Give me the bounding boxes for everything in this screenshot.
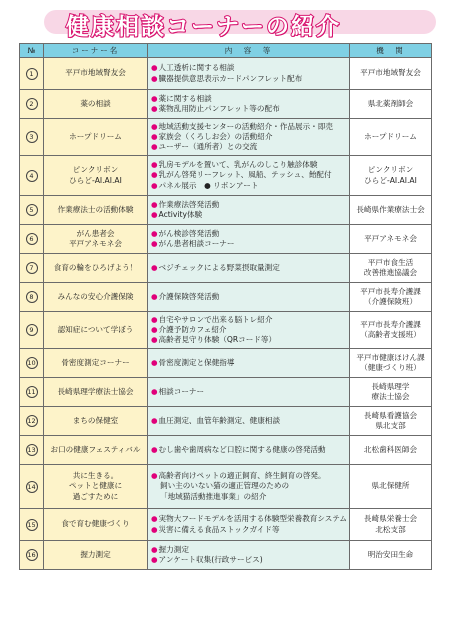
content-item-text: ベジチェックによる野菜摂取量測定 (158, 262, 280, 272)
row-number (20, 58, 44, 90)
corner-name-cell (44, 119, 148, 156)
bullet-icon: ● (151, 160, 158, 170)
corner-name: 平戸市地域腎友会 (65, 68, 126, 78)
corner-name: 食育の輪をひろげよう！ (53, 262, 138, 272)
organization-cell (350, 436, 432, 465)
content-item-text: パネル展示 ● リボンアート (158, 180, 259, 190)
table-row (20, 225, 432, 254)
organization-name: 北松支部 (375, 524, 406, 534)
content-item-text: 握力測定 (158, 544, 189, 554)
content-item-text: 骨密度測定と保健指導 (158, 357, 235, 367)
row-number-badge: 9 (26, 324, 38, 336)
corner-name: 認知症について学ぼう (57, 324, 134, 334)
corner-name-cell (44, 407, 148, 436)
content-item (151, 63, 346, 73)
content-item (151, 481, 346, 491)
content-cell (148, 119, 350, 156)
corner-name: 握力測定 (80, 549, 111, 559)
content-item-text: アンケート収集(行政サービス) (158, 555, 263, 564)
content-item (151, 132, 346, 142)
organization-cell (350, 465, 432, 509)
corner-name-cell (44, 541, 148, 570)
corner-name-cell (44, 378, 148, 407)
row-number-badge: 12 (27, 417, 36, 425)
header-org: 機 関 (350, 44, 432, 58)
corner-name: ホープドリーム (69, 131, 122, 141)
corner-name-cell (44, 312, 148, 349)
organization-name: 明治安田生命 (367, 549, 414, 559)
organization-cell (350, 541, 432, 570)
corner-name-cell (44, 90, 148, 119)
corner-name: ピンクリボン (72, 165, 119, 175)
bullet-icon: ● (151, 555, 158, 564)
organization-name: （健康づくり班） (360, 363, 421, 372)
content-item (151, 292, 346, 302)
table-row (20, 119, 432, 156)
content-item (151, 335, 346, 345)
content-item-text: 実物大フードモデルを活用する体験型栄養教育システム (158, 514, 348, 524)
content-item (151, 525, 346, 535)
row-number-badge: 13 (27, 446, 36, 454)
content-item-text: 人工透析に関する相談 (158, 63, 235, 73)
organization-cell (350, 407, 432, 436)
content-cell (148, 349, 350, 378)
table-row (20, 509, 432, 541)
content-item-text: 相談コーナー (158, 386, 205, 396)
content-item (151, 315, 346, 325)
row-number-badge: 11 (27, 388, 36, 396)
bullet-icon: ● (151, 386, 158, 396)
organization-cell (350, 349, 432, 378)
content-cell (148, 156, 350, 196)
content-item (151, 514, 346, 524)
organization-cell (350, 58, 432, 90)
content-cell (148, 283, 350, 312)
page-title: 健康相談コーナーの紹介 (66, 14, 341, 40)
content-item (151, 94, 346, 104)
content-cell (148, 90, 350, 119)
bullet-icon: ● (151, 335, 158, 344)
table-row (20, 254, 432, 283)
organization-name: ピンクリボン (367, 165, 414, 175)
organization-name: 長崎県理学 (371, 381, 410, 391)
table-row (20, 58, 432, 90)
row-number (20, 119, 44, 156)
content-item (151, 200, 346, 210)
organization-name: （高齢者支援班） (360, 330, 421, 339)
content-cell (148, 541, 350, 570)
content-item-text: むし歯や歯周病など口腔に関する健康の啓発活動 (158, 444, 326, 454)
organization-name: （介護保険班） (363, 297, 418, 306)
content-item-text: Activity体験 (158, 210, 203, 219)
row-number-badge: 8 (26, 291, 38, 303)
title-area (14, 6, 436, 40)
header-content: 内 容 等 (148, 44, 350, 58)
content-item (151, 104, 346, 114)
row-number-badge: 5 (26, 204, 38, 216)
bullet-icon: ● (151, 415, 158, 425)
table-row (20, 541, 432, 570)
table-row (20, 156, 432, 196)
row-number-badge: 15 (27, 520, 36, 529)
corner-name: 長崎県理学療法士協会 (57, 386, 134, 396)
organization-cell (350, 156, 432, 196)
table-row (20, 283, 432, 312)
corner-name: お口の健康フェスティバル (50, 444, 141, 454)
bullet-icon: ● (151, 324, 158, 334)
corner-name-cell (44, 349, 148, 378)
bullet-icon: ● (151, 93, 158, 103)
content-item (151, 160, 346, 170)
content-item-text: がん検診啓発活動 (158, 228, 220, 238)
table-row (20, 378, 432, 407)
row-number (20, 225, 44, 254)
corner-name: ひらど-AI.AI.AI (69, 175, 122, 185)
content-item-text: 自宅やサロンで出来る脳トレ紹介 (158, 314, 273, 324)
organization-name: 平戸市長寿介護課 (360, 319, 421, 329)
row-number (20, 436, 44, 465)
corner-name: 食で育む健康づくり (61, 519, 130, 529)
table-row (20, 465, 432, 509)
content-item-text: ユーザー（通所者）との交流 (158, 142, 258, 151)
corner-name-cell (44, 509, 148, 541)
content-item (151, 445, 346, 455)
content-item-text: 臓器提供意思表示カードパンフレット配布 (158, 73, 303, 83)
organization-name: 県北保健所 (371, 481, 410, 491)
row-number-badge: 14 (27, 482, 36, 491)
content-item-text: 介護保険啓発活動 (158, 291, 220, 301)
organization-name: 平戸アネモネ会 (364, 233, 417, 243)
organization-name: 改善推進協議会 (363, 268, 418, 277)
organization-name: 平戸市長寿介護課 (360, 286, 421, 296)
content-item (151, 122, 346, 132)
bullet-icon: ● (151, 544, 158, 554)
organization-name: 療法士協会 (371, 392, 410, 401)
content-item (151, 358, 346, 368)
corner-name-cell (44, 225, 148, 254)
corner-name: ペットと健康に (68, 481, 123, 491)
content-item (151, 229, 346, 239)
organization-name: 県北薬剤師会 (367, 98, 414, 108)
consultation-table (19, 43, 432, 570)
content-item (151, 387, 346, 397)
row-number (20, 312, 44, 349)
bullet-icon: ● (151, 142, 158, 151)
corner-name-cell (44, 436, 148, 465)
corner-name: 薬の相談 (80, 98, 111, 108)
content-item-text: 薬物乱用防止パンフレット等の配布 (158, 104, 280, 113)
organization-cell (350, 378, 432, 407)
row-number-badge: 6 (26, 233, 38, 245)
bullet-icon: ● (151, 239, 158, 248)
content-item-text: 薬に関する相談 (158, 93, 212, 103)
organization-name: 長崎県栄養士会 (363, 514, 418, 524)
organization-name: 平戸市健康ほけん課 (356, 352, 425, 362)
organization-name: 北松歯科医師会 (363, 444, 418, 454)
corner-name: みんなの安心介護保険 (57, 291, 134, 301)
content-cell (148, 509, 350, 541)
organization-name: ホープドリーム (364, 131, 417, 141)
bullet-icon: ● (151, 73, 158, 83)
corner-name: 共に生きる。 (72, 471, 119, 481)
row-number (20, 156, 44, 196)
bullet-icon: ● (151, 210, 158, 219)
corner-name: がん患者会 (76, 228, 115, 238)
bullet-icon: ● (151, 131, 158, 141)
organization-cell (350, 196, 432, 225)
content-item (151, 263, 346, 273)
content-item (151, 170, 346, 180)
row-number (20, 349, 44, 378)
organization-cell (350, 312, 432, 349)
header-no: № (20, 44, 44, 58)
corner-name-cell (44, 58, 148, 90)
row-number (20, 541, 44, 570)
organization-name: ひらど-AI.AI.AI (364, 175, 417, 185)
organization-name: 県北支部 (375, 421, 406, 430)
corner-name: まちの保健室 (72, 415, 119, 425)
row-number (20, 196, 44, 225)
content-item-text: がん患者相談コーナー (158, 239, 235, 248)
content-item-text: 高齢者向けペットの適正飼育、終生飼育の啓発。 (158, 471, 326, 481)
bullet-icon: ● (151, 524, 158, 534)
corner-name-cell (44, 254, 148, 283)
row-number-badge: 4 (26, 170, 38, 182)
row-number (20, 90, 44, 119)
organization-name: 平戸市食生活 (367, 257, 414, 267)
row-number-badge: 10 (27, 359, 36, 367)
table-header-row (20, 44, 432, 58)
organization-name: 長崎県作業療法士会 (356, 204, 425, 214)
content-item-text: 高齢者見守り体験（QRコード等） (158, 335, 277, 344)
bullet-icon: ● (151, 357, 158, 367)
row-number (20, 283, 44, 312)
table-row (20, 349, 432, 378)
bullet-icon: ● (151, 314, 158, 324)
organization-cell (350, 225, 432, 254)
content-cell (148, 465, 350, 509)
content-item (151, 210, 346, 220)
table-row (20, 312, 432, 349)
table-row (20, 196, 432, 225)
header-corner: コーナー名 (44, 44, 148, 58)
row-number-badge: 1 (26, 68, 38, 80)
content-cell (148, 58, 350, 90)
table-row (20, 436, 432, 465)
content-cell (148, 196, 350, 225)
organization-cell (350, 509, 432, 541)
bullet-icon: ● (151, 514, 158, 524)
content-item-text: 乳房モデルを置いて、乳がんのしこり触診体験 (158, 160, 318, 170)
content-item-text: 作業療法啓発活動 (158, 199, 220, 209)
content-item-text: 地域活動支援センターの活動紹介・作品展示・即売 (158, 121, 333, 131)
corner-name: 作業療法士の活動体験 (57, 204, 134, 214)
content-item-text: 介護予防カフェ紹介 (158, 324, 227, 334)
row-number (20, 254, 44, 283)
content-item (151, 492, 346, 502)
bullet-icon: ● (151, 444, 158, 454)
bullet-icon: ● (151, 180, 158, 190)
corner-name-cell (44, 283, 148, 312)
corner-name-cell (44, 196, 148, 225)
corner-name: 過ごすために (72, 491, 119, 501)
corner-name-cell (44, 465, 148, 509)
organization-name: 平戸市地域腎友会 (360, 68, 421, 78)
content-item-text: 飼い主のいない猫の適正管理のための (160, 481, 290, 491)
content-item-text: 乳がん啓発リーフレット、風船、テッシュ、飴配付 (158, 170, 332, 180)
row-number (20, 465, 44, 509)
content-item-text: 血圧測定、血管年齢測定、健康相談 (158, 415, 281, 425)
organization-cell (350, 119, 432, 156)
row-number-badge: 3 (26, 131, 38, 143)
row-number (20, 509, 44, 541)
content-item-text: 家族会（くろしお会）の活動紹介 (158, 131, 273, 141)
table-row (20, 90, 432, 119)
content-item (151, 471, 346, 481)
content-cell (148, 312, 350, 349)
bullet-icon: ● (151, 104, 158, 113)
content-item (151, 142, 346, 152)
row-number (20, 378, 44, 407)
content-item (151, 325, 346, 335)
bullet-icon: ● (151, 228, 158, 238)
organization-cell (350, 90, 432, 119)
bullet-icon: ● (151, 471, 158, 481)
corner-name: 平戸アネモネ会 (69, 239, 122, 248)
content-item (151, 181, 346, 191)
bullet-icon: ● (151, 63, 158, 73)
content-item (151, 239, 346, 249)
content-item (151, 555, 346, 565)
row-number-badge: 16 (27, 551, 36, 559)
bullet-icon: ● (151, 199, 158, 209)
content-item (151, 545, 346, 555)
bullet-icon: ● (151, 262, 158, 272)
bullet-icon: ● (151, 121, 158, 131)
corner-name: 骨密度測定コーナー (61, 357, 130, 367)
row-number-badge: 7 (26, 262, 38, 274)
content-item-text: 災害に備える食品ストックガイド等 (158, 524, 280, 534)
row-number (20, 407, 44, 436)
content-item-text: 「地域猫活動推進事業」の紹介 (160, 491, 267, 501)
table-row (20, 407, 432, 436)
row-number-badge: 2 (26, 98, 38, 110)
organization-cell (350, 254, 432, 283)
bullet-icon: ● (151, 291, 158, 301)
content-item (151, 74, 346, 84)
corner-name-cell (44, 156, 148, 196)
organization-name: 長崎県看護協会 (363, 410, 418, 420)
content-cell (148, 254, 350, 283)
bullet-icon: ● (151, 170, 158, 180)
content-item (151, 416, 346, 426)
organization-cell (350, 283, 432, 312)
content-cell (148, 436, 350, 465)
content-cell (148, 407, 350, 436)
content-cell (148, 225, 350, 254)
content-cell (148, 378, 350, 407)
